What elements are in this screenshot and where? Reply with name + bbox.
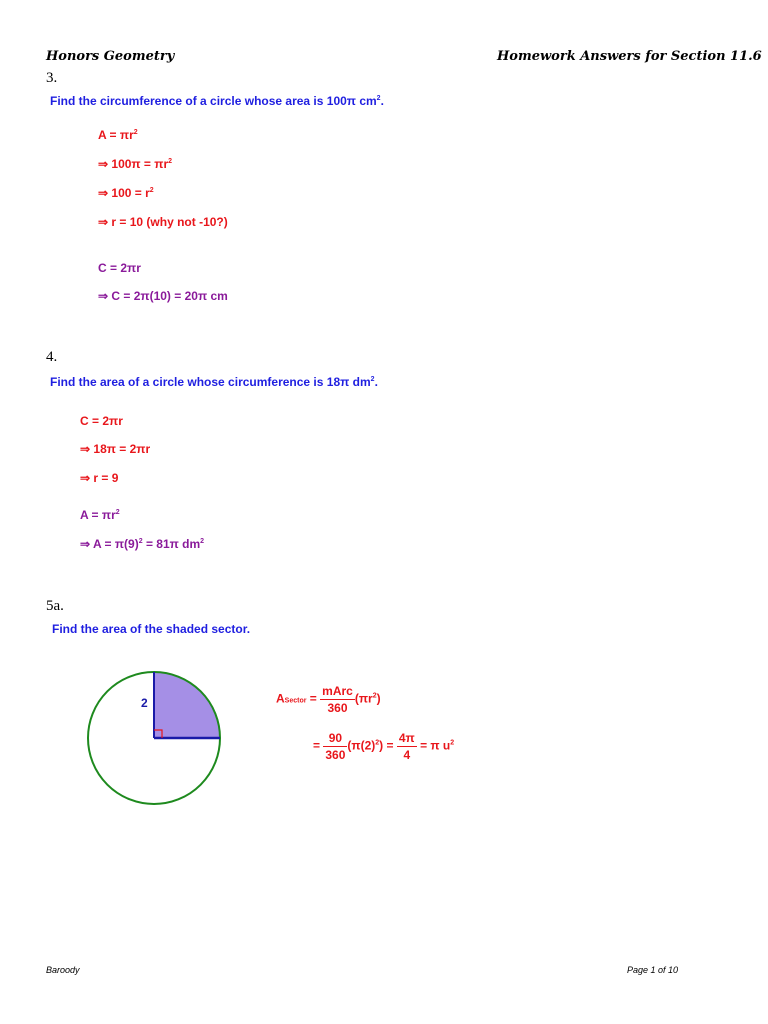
problem-number-5a: 5a. [46,598,64,614]
p4-step-3: ⇒ r = 9 [80,471,119,485]
author-footer: Baroody [46,965,80,975]
problem-number-3: 3. [46,70,58,86]
p3-step-1: $A = \pi r^2$ [98,128,138,142]
sector-diagram [80,660,240,820]
p3-step-6: ⇒ C = 2π(10) = 20π cm [98,289,228,303]
sector-formula-evaluated: = $\frac{90}{360}$ $(\pi(2)^2)$ = $\frac{4\pi}{4}$ = π $u^2$ [313,731,455,762]
radius-label: 2 [141,696,148,710]
document-title: Homework Answers for Section 11.6 [497,49,762,64]
problem-5a-question: Find the area of the shaded sector. [52,622,251,636]
page-number: Page 1 of 10 [627,965,679,975]
p4-step-1: C = 2πr [80,414,123,428]
problem-number-4: 4. [46,349,58,365]
p3-step-5: C = 2πr [98,261,141,275]
p4-step-2: ⇒ 18π = 2πr [80,442,151,456]
sector-formula: ASector = $\frac{\text{mArc}}{360}$ $(\pi r^2)$ [276,684,381,715]
p4-step-5: ⇒ $A = \pi(9)^2 = 81\pi$ $dm^2$ [80,537,205,551]
problem-3-question: Find the circumference of a circle whose area is 100π $cm^2$. [50,94,384,108]
p4-step-4: $A = \pi r^2$ [80,508,120,522]
course-title: Honors Geometry [46,49,175,64]
p3-step-2: ⇒ $100\pi = \pi r^2$ [98,157,173,171]
p3-step-3: ⇒ $100 = r^2$ [98,186,154,200]
p3-step-4: ⇒ r = 10 (why not -10?) [98,215,228,229]
problem-4-question: Find the area of a circle whose circumference is 18π $dm^2$. [50,375,378,389]
